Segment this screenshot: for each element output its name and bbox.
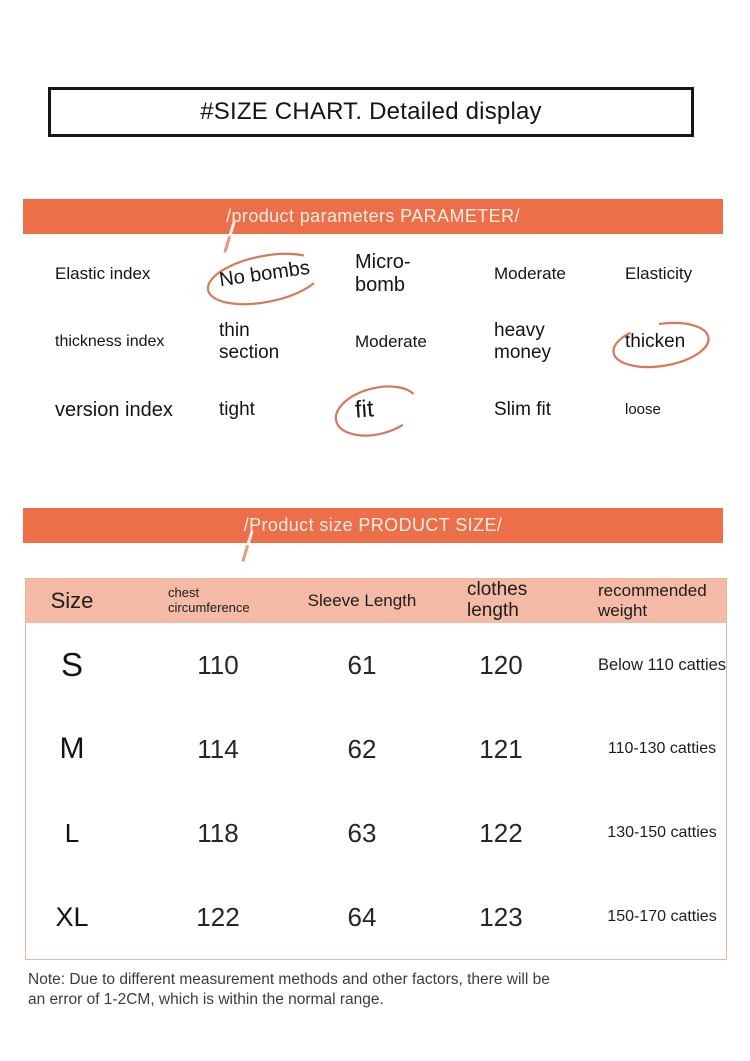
parameter-option: Micro-bomb xyxy=(355,251,411,296)
parameter-option: Moderate xyxy=(355,332,427,352)
cell-clothes: 122 xyxy=(479,817,523,848)
size-chart-title-box xyxy=(48,87,694,137)
cell-chest: 110 xyxy=(197,649,239,680)
parameter-option: No bombs xyxy=(217,256,312,291)
measurement-note: Note: Due to different measurement methods and other factors, there will be an error of 1-2CM, which is within the normal range. xyxy=(28,971,550,1009)
slash-decoration xyxy=(241,530,253,561)
table-row-xl xyxy=(26,875,726,959)
table-row-m xyxy=(26,707,726,791)
cell-weight: Below 110 catties xyxy=(597,655,727,674)
parameter-option: tight xyxy=(219,399,255,421)
banner-parameters-label: /product parameters PARAMETER/ xyxy=(226,206,520,226)
cell-chest: 114 xyxy=(197,733,239,764)
cell-sleeve: 63 xyxy=(347,817,377,848)
parameter-option-selected xyxy=(217,256,355,291)
cell-size: M xyxy=(59,732,85,765)
page-title: #SIZE CHART. Detailed display xyxy=(200,98,542,125)
banner-size-label: /Product size PRODUCT SIZE/ xyxy=(243,515,503,535)
cell-size: XL xyxy=(55,901,89,932)
cell-weight: 150-170 catties xyxy=(607,908,717,925)
parameter-option: Slim fit xyxy=(494,399,551,421)
table-row-l xyxy=(26,791,726,875)
parameter-label: thickness index xyxy=(55,333,165,350)
cell-chest: 122 xyxy=(196,901,240,932)
section-banner-product-size xyxy=(23,508,723,543)
cell-weight: 110-130 catties xyxy=(607,740,717,757)
size-table-header-row xyxy=(26,579,726,623)
parameter-row-thickness xyxy=(55,308,727,376)
column-header-weight: recommended weight xyxy=(598,581,707,620)
table-row-s xyxy=(26,623,726,707)
column-header-clothes-length: clothes length xyxy=(467,579,528,621)
size-table xyxy=(25,578,727,960)
parameter-option-selected xyxy=(625,331,727,353)
cell-size: L xyxy=(64,817,80,848)
cell-chest: 118 xyxy=(197,817,239,848)
cell-weight: 130-150 catties xyxy=(607,824,717,841)
product-parameters-section xyxy=(55,240,727,444)
parameter-option: Elasticity xyxy=(625,264,693,284)
parameter-option-selected xyxy=(355,396,494,424)
column-header-chest: chest circumference xyxy=(168,585,250,615)
cell-clothes: 121 xyxy=(479,733,523,764)
column-header-sleeve: Sleeve Length xyxy=(307,591,417,610)
cell-clothes: 120 xyxy=(479,649,523,680)
cell-clothes: 123 xyxy=(479,901,523,932)
section-banner-product-parameters xyxy=(23,199,723,234)
parameter-label: Elastic index xyxy=(55,264,151,283)
cell-sleeve: 64 xyxy=(347,901,377,932)
cell-sleeve: 62 xyxy=(347,733,377,764)
parameter-option: heavy money xyxy=(494,320,552,363)
parameter-option: loose xyxy=(625,401,661,419)
parameter-label: version index xyxy=(55,398,173,421)
cell-size: S xyxy=(60,646,83,683)
parameter-option: Moderate xyxy=(494,264,566,284)
parameter-row-elastic xyxy=(55,240,727,308)
column-header-size: Size xyxy=(50,588,94,613)
cell-sleeve: 61 xyxy=(347,649,377,680)
parameter-option: fit xyxy=(354,395,375,424)
parameter-row-version xyxy=(55,376,727,444)
parameter-option: thin section xyxy=(219,320,280,363)
parameter-option: thicken xyxy=(625,331,686,353)
